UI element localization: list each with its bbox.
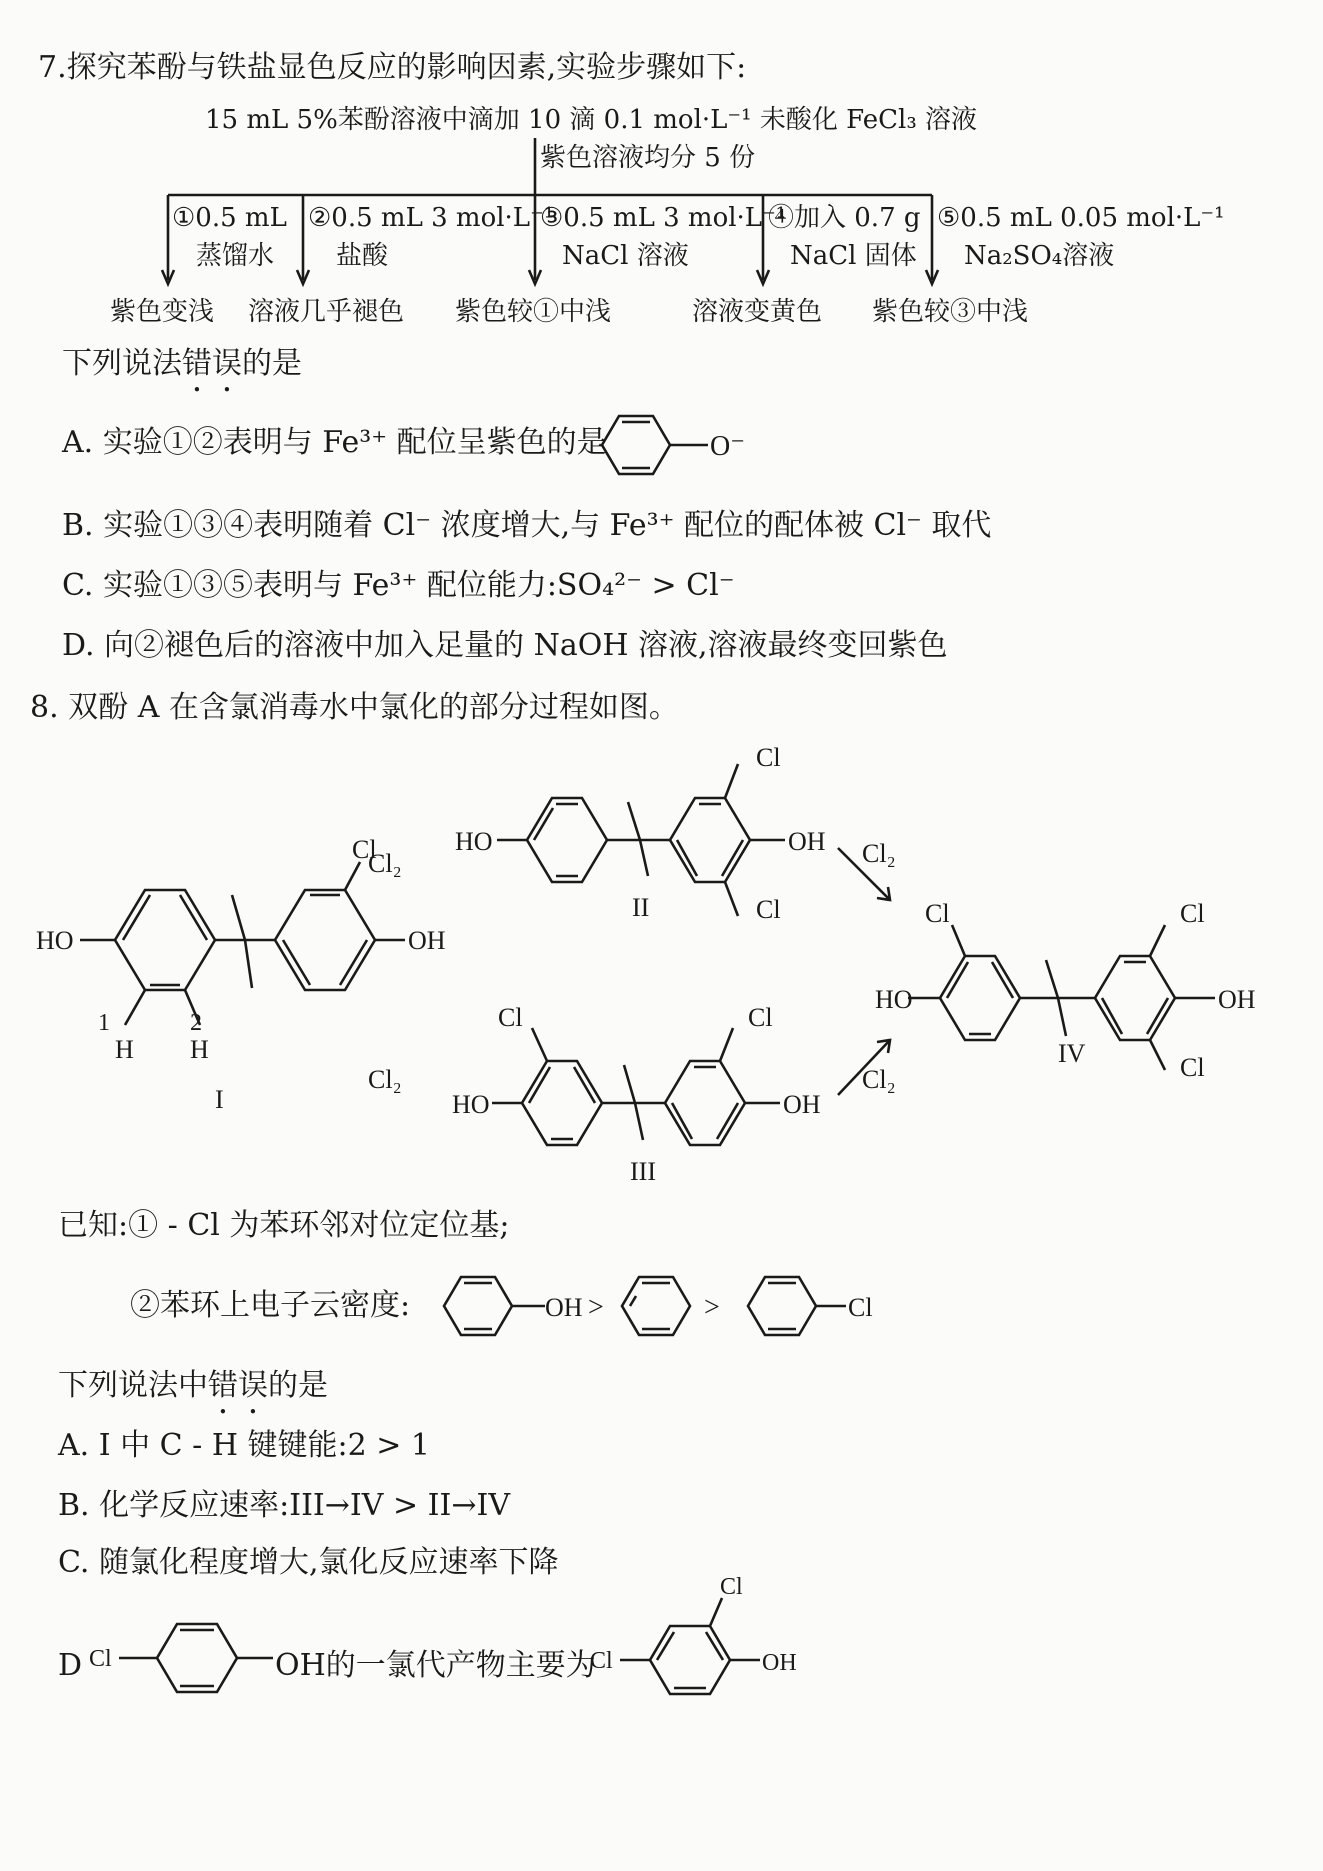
q8-known-1: 已知:① - Cl 为苯环邻对位定位基; (58, 1208, 510, 1243)
p-chlorophenol-oh: OH (275, 1648, 326, 1683)
compound-iv-cl-right-bottom: Cl (1180, 1053, 1205, 1082)
compound-i-structure (80, 862, 405, 1025)
p-chlorophenol-structure (85, 1618, 275, 1718)
branch-4-result: 溶液变黄色 (692, 297, 823, 327)
q8-reaction-scheme (0, 740, 1323, 1186)
compound-iv-cl-right-top: Cl (1180, 899, 1205, 928)
q7-option-c[interactable]: C. 实验①③⑤表明与 Fe³⁺ 配位能力:SO₄²⁻ > Cl⁻ (62, 568, 735, 603)
chlorobenzene-cl: Cl (848, 1293, 873, 1322)
compound-ii-oh: OH (788, 827, 826, 856)
compound-ii-ho: HO (455, 827, 493, 856)
compound-iii-cl-right: Cl (748, 1003, 773, 1032)
gt-sign-2: > (704, 1292, 720, 1323)
q7-stem: 7.探究苯酚与铁盐显色反应的影响因素,实验步骤如下: (38, 50, 747, 85)
q7-emphasis-wrong: 错误 (182, 346, 242, 381)
compound-i-ho: HO (36, 926, 74, 955)
q7-option-a[interactable]: A. 实验①②表明与 Fe³⁺ 配位呈紫色的是 (62, 425, 607, 460)
compound-iii-ho: HO (452, 1090, 490, 1119)
q8-known-2: ②苯环上电子云密度: (130, 1288, 411, 1323)
p-chlorophenol-cl: Cl (89, 1646, 112, 1672)
q8-option-b[interactable]: B. 化学反应速率:III→IV > II→IV (58, 1488, 510, 1523)
cl2-label-ii-to-iv: Cl₂ (862, 839, 896, 868)
compound-iv-oh: OH (1218, 985, 1256, 1014)
compound-iv-ho: HO (875, 985, 913, 1014)
branch-5-reagent: ⑤0.5 mL 0.05 mol·L⁻¹ (937, 203, 1225, 233)
phenoxide-label: O⁻ (710, 431, 745, 462)
branch-3-reagent: ③0.5 mL 3 mol·L⁻¹ (540, 203, 787, 233)
branch-5-result: 紫色较③中浅 (872, 297, 1029, 327)
compound-i-h1: H (115, 1035, 134, 1064)
q8-option-d-letter[interactable]: D (58, 1648, 83, 1683)
product-oh: OH (762, 1650, 797, 1676)
cl2-label-i-to-ii: Cl₂ (368, 849, 402, 878)
q7-flow-diagram (0, 0, 1323, 330)
cl2-label-i-to-iii: Cl₂ (368, 1065, 402, 1094)
q7-option-d[interactable]: D. 向②褪色后的溶液中加入足量的 NaOH 溶液,溶液最终变回紫色 (62, 628, 948, 663)
electron-density-comparison (440, 1258, 920, 1358)
compound-iv-cl-left: Cl (925, 899, 950, 928)
phenol-oh: OH (545, 1293, 583, 1322)
product-cl-para: Cl (590, 1648, 613, 1674)
q8-stem: 8. 双酚 A 在含氯消毒水中氯化的部分过程如图。 (30, 690, 679, 725)
compound-iv-label: IV (1058, 1039, 1086, 1068)
branch-3-result: 紫色较①中浅 (455, 297, 612, 327)
q8-option-c[interactable]: C. 随氯化程度增大,氯化反应速率下降 (58, 1545, 559, 1580)
compound-iii-structure (492, 1028, 780, 1145)
cl2-label-iii-to-iv: Cl₂ (862, 1065, 896, 1094)
q7-option-b[interactable]: B. 实验①③④表明随着 Cl⁻ 浓度增大,与 Fe³⁺ 配位的配体被 Cl⁻ 取代 (62, 508, 992, 543)
branch-2-result: 溶液几乎褪色 (248, 297, 405, 327)
compound-i-oh: OH (408, 926, 446, 955)
branch-1-reagent-name: 蒸馏水 (196, 241, 275, 271)
compound-ii-label: II (632, 893, 650, 922)
product-cl-ortho: Cl (720, 1574, 743, 1600)
compound-i-cl: Cl (352, 835, 377, 864)
compound-i-locant-2: 2 (190, 1010, 202, 1036)
q7-question: 下列说法错误的是 (62, 346, 302, 381)
gt-sign-1: > (588, 1292, 604, 1323)
q8-emphasis-wrong: 错误 (208, 1368, 268, 1403)
compound-i-label: I (215, 1085, 224, 1114)
branch-2-reagent-name: 盐酸 (336, 241, 389, 271)
q8-question: 下列说法中错误的是 (58, 1368, 328, 1403)
q8-option-a[interactable]: A. I 中 C - H 键键能:2 > 1 (58, 1428, 431, 1463)
phenoxide-structure (600, 405, 760, 485)
branch-2-reagent: ②0.5 mL 3 mol·L⁻¹ (308, 203, 555, 233)
branch-4-reagent-name: NaCl 固体 (790, 241, 917, 271)
compound-iii-cl-left: Cl (498, 1003, 523, 1032)
dichlorophenol-product-structure (590, 1574, 830, 1710)
branch-1-reagent: ①0.5 mL (172, 203, 287, 233)
q7-procedure-top: 15 mL 5%苯酚溶液中滴加 10 滴 0.1 mol·L⁻¹ 未酸化 FeCl₃ 溶液 (205, 105, 978, 135)
q7-split-line: 紫色溶液均分 5 份 (540, 143, 756, 173)
branch-1-result: 紫色变浅 (110, 297, 215, 327)
compound-ii-cl-bottom: Cl (756, 895, 781, 924)
branch-3-reagent-name: NaCl 溶液 (562, 241, 689, 271)
compound-ii-cl-top: Cl (756, 743, 781, 772)
compound-i-locant-1: 1 (98, 1010, 110, 1036)
branch-5-reagent-name: Na₂SO₄溶液 (964, 241, 1115, 271)
q8-option-d-text[interactable]: OH的一氯代产物主要为 (275, 1648, 596, 1683)
compound-iii-label: III (630, 1157, 656, 1186)
compound-iii-oh: OH (783, 1090, 821, 1119)
branch-4-reagent: ④加入 0.7 g (768, 203, 921, 233)
compound-i-h2: H (190, 1035, 209, 1064)
